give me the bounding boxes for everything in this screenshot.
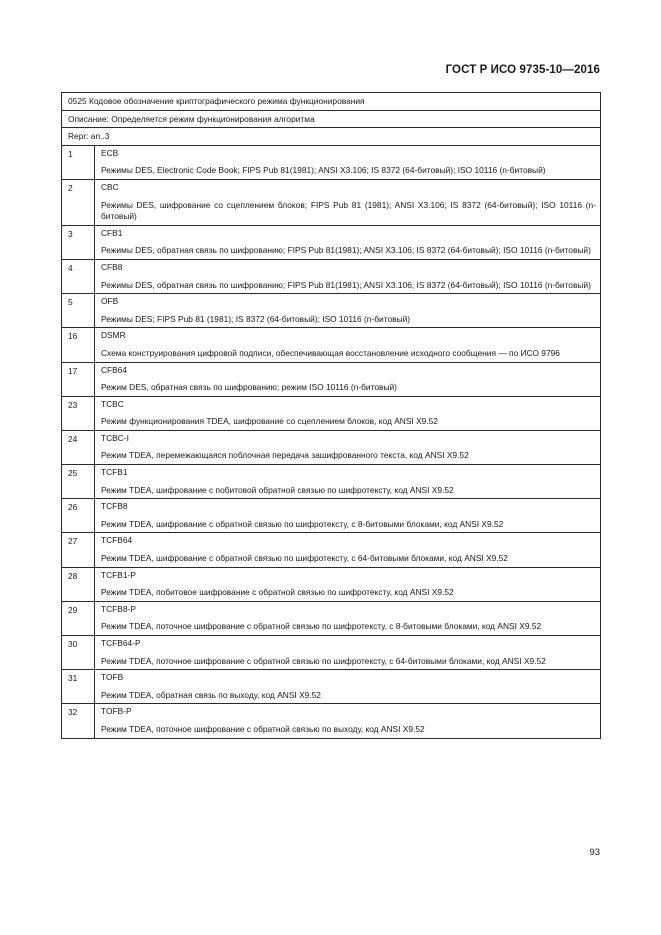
mode-name: CFB1 [101,227,123,238]
code-cell: 32 [62,704,95,738]
page-number: 93 [589,847,600,858]
mode-description: Режим TDEA, поточное шифрование с обратной связью по выходу, код ANSI X9.52 [101,723,425,734]
mode-name: TCBC-I [101,432,129,443]
mode-name: TCBC [101,398,124,409]
mode-name: TCFB64-P [101,638,141,648]
table-row [62,362,601,396]
mode-cell [95,225,601,259]
mode-description: Режим DES, обратная связь по шифрованию; режим ISO 10116 (n-битовый) [101,382,397,393]
code-table [61,92,601,739]
mode-description: Режимы DES, обратная связь по шифрованию; FIPS Pub 81(1981); ANSI X3.106; IS 8372 (64-битовый); ISO 10116 (n-битовый) [101,279,591,290]
mode-cell [95,499,601,533]
mode-cell [95,145,601,179]
table-row [62,294,601,328]
table-title-row [62,93,601,111]
code-cell: 5 [62,294,95,328]
mode-name: ECB [101,147,119,158]
mode-name: DSMR [101,330,126,341]
code-cell: 31 [62,670,95,704]
table-repr-row [62,128,601,146]
mode-cell [95,328,601,362]
code-cell: 4 [62,259,95,293]
mode-description: Режим TDEA, перемежающаяся поблочная передача зашифрованного текста, код ANSI X9.52 [101,450,469,461]
code-cell: 16 [62,328,95,362]
mode-description: Режимы DES, обратная связь по шифрованию; FIPS Pub 81(1981); ANSI X3.106; IS 8372 (64-битовый); ISO 10116 (n-битовый) [101,245,591,256]
code-cell: 26 [62,499,95,533]
code-cell: 24 [62,430,95,464]
code-cell: 27 [62,533,95,567]
mode-name: TCFB64 [101,535,133,546]
table-title: 0525 Кодовое обозначение криптографического режима функционирования [62,93,601,111]
mode-description: Режим TDEA, поточное шифрование с обратной связью по шифротексту, с 64-битовыми блоками, код ANSI X9.52 [101,655,546,666]
code-cell: 1 [62,145,95,179]
table-row [62,636,601,670]
mode-name: CBC [101,181,119,192]
mode-name: TCFB8-P [101,603,136,614]
mode-cell [95,601,601,635]
mode-name: TCFB8 [101,501,128,512]
mode-name: TOFB [101,672,124,683]
code-table-body [62,93,601,739]
mode-name: TOFB-P [101,706,132,717]
code-cell: 17 [62,362,95,396]
table-row [62,225,601,259]
table-row [62,179,601,225]
table-row [62,533,601,567]
table-row [62,670,601,704]
code-cell: 25 [62,465,95,499]
mode-cell [95,362,601,396]
code-cell: 23 [62,396,95,430]
mode-cell [95,294,601,328]
code-cell: 2 [62,179,95,225]
table-row [62,567,601,601]
table-description: Описание: Определяется режим функционирования алгоритма [62,110,601,128]
mode-name: CFB8 [101,261,123,272]
table-row [62,328,601,362]
mode-description: Режим TDEA, шифрование с обратной связью по шифротексту, с 8-битовыми блоками, код ANSI X9.52 [101,518,504,529]
mode-description: Режим TDEA, шифрование с обратной связью по шифротексту, с 64-битовыми блоками, код ANSI X9.52 [101,553,508,564]
mode-description: Режимы DES, Electronic Code Book; FIPS Pub 81(1981); ANSI X3.106; IS 8372 (64-битовый); ISO 10116 (n-битовый) [101,165,546,176]
mode-description: Режимы DES, шифрование со сцеплением блоков; FIPS Pub 81 (1981); ANSI X3.106; IS 8372 (64-битовый); ISO 10116 (n-битовый) [101,199,596,222]
code-cell: 29 [62,601,95,635]
mode-description: Режим TDEA, поточное шифрование с обратной связью по шифротексту, с 8-битовыми блоками, код ANSI X9.52 [101,621,542,632]
mode-cell [95,533,601,567]
table-row [62,465,601,499]
mode-description: Режим TDEA, побитовое шифрование с обратной связью по шифротексту, код ANSI X9.52 [101,587,454,598]
mode-cell [95,636,601,670]
mode-cell [95,704,601,738]
mode-description: Режимы DES; FIPS Pub 81 (1981); IS 8372 (64-битовый); ISO 10116 (n-битовый) [101,313,411,324]
table-row [62,499,601,533]
table-row [62,704,601,738]
code-cell: 28 [62,567,95,601]
table-row [62,396,601,430]
mode-cell [95,670,601,704]
mode-name: CFB64 [101,364,128,375]
mode-cell [95,396,601,430]
mode-name: TCFB1-P [101,569,136,580]
code-cell: 30 [62,636,95,670]
table-repr: Repr: an..3 [62,128,601,146]
mode-description: Схема конструирования цифровой подписи, обеспечивающая восстановление исходного сообщения — по ИСО 9796 [101,347,560,358]
mode-cell [95,179,601,225]
mode-cell [95,567,601,601]
mode-description: Режим функционирования TDEA, шифрование со сцеплением блоков, код ANSI X9.52 [101,416,438,427]
mode-name: TCFB1 [101,467,128,478]
mode-name: OFB [101,296,119,307]
mode-cell [95,430,601,464]
table-description-row [62,110,601,128]
mode-cell [95,465,601,499]
table-row [62,259,601,293]
table-row [62,145,601,179]
code-cell: 3 [62,225,95,259]
standard-designation: ГОСТ Р ИСО 9735-10—2016 [445,64,600,76]
mode-description: Режим TDEA, обратная связь по выходу, код ANSI X9.52 [101,689,321,700]
table-row [62,601,601,635]
table-row [62,430,601,464]
mode-cell [95,259,601,293]
mode-description: Режим TDEA, шифрование с побитовой обратной связью по шифротексту, код ANSI X9.52 [101,484,454,495]
